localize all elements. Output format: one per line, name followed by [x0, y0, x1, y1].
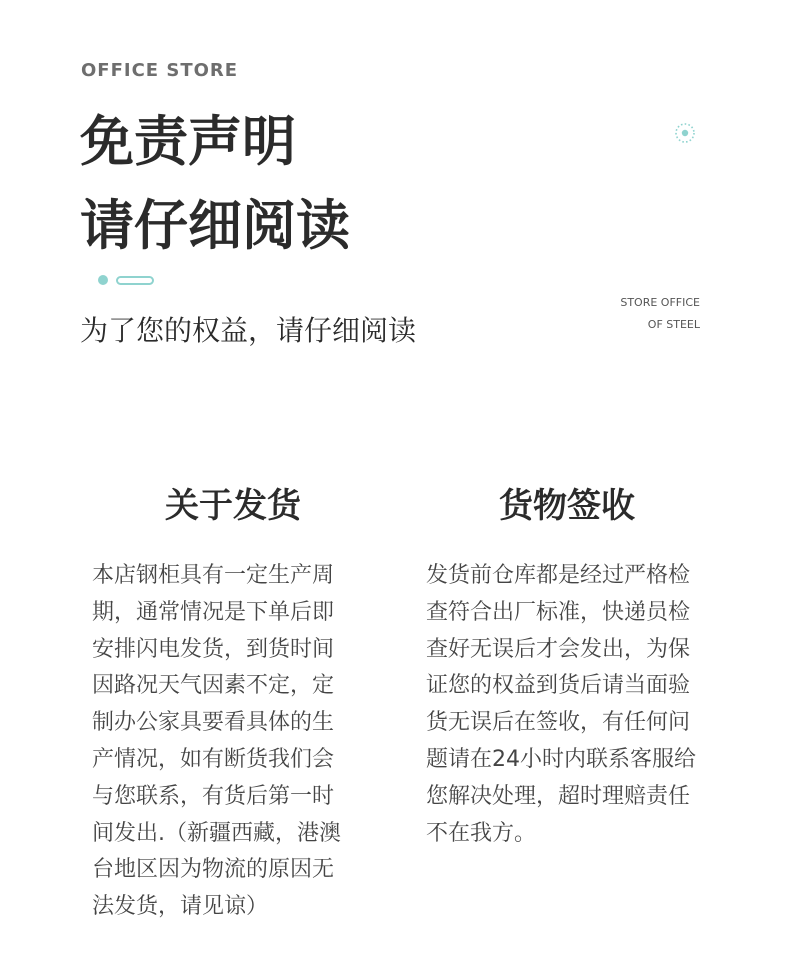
- side-note-line-2: OF STEEL: [647, 318, 700, 331]
- accent-pill: [116, 276, 154, 285]
- shipping-text-line: 产情况，如有断货我们会: [92, 746, 335, 772]
- receipt-text: [422, 558, 712, 852]
- receipt-section: [422, 480, 712, 852]
- receipt-heading: 货物签收: [499, 486, 635, 526]
- page-title-line-1: 免责声明: [80, 110, 296, 173]
- dotted-circle-icon: [674, 122, 696, 144]
- shipping-text-line: 本店钢柜具有一定生产周: [92, 563, 335, 588]
- receipt-text-line: 证您的权益到货后请当面验: [426, 673, 691, 699]
- shipping-text-line: 期，通常情况是下单后即: [92, 599, 335, 625]
- shipping-text: [88, 558, 378, 926]
- receipt-text-line: 发货前仓库都是经过严格检: [426, 563, 691, 588]
- receipt-text-line: 查好无误后才会发出，为保: [426, 636, 691, 662]
- receipt-text-line: 货无误后在签收，有任何问: [426, 710, 691, 736]
- receipt-text-line: 题请在24小时内联系客服给: [426, 746, 696, 772]
- shipping-text-line: 因路况天气因素不定，定: [92, 673, 335, 699]
- shipping-text-line: 制办公家具要看具体的生: [92, 710, 335, 736]
- shipping-text-line: 法发货，请见谅）: [92, 894, 269, 920]
- receipt-text-line: 不在我方。: [426, 820, 537, 846]
- shipping-heading: 关于发货: [165, 486, 301, 526]
- shipping-text-line: 与您联系，有货后第一时: [92, 783, 335, 809]
- shipping-text-line: 台地区因为物流的原因无: [92, 857, 335, 883]
- brand-logo-text: OFFICE STORE: [81, 60, 239, 81]
- receipt-text-line: 查符合出厂标准，快递员检: [426, 599, 691, 625]
- shipping-text-line: 安排闪电发货，到货时间: [92, 636, 335, 662]
- side-note: [620, 292, 700, 336]
- shipping-text-line: 间发出.（新疆西藏，港澳: [92, 820, 341, 846]
- shipping-section: [88, 480, 378, 926]
- receipt-text-line: 您解决处理，超时理赔责任: [426, 783, 691, 809]
- side-note-line-1: STORE OFFICE: [620, 296, 700, 309]
- accent-dot: [98, 275, 108, 285]
- page-subtitle: 为了您的权益，请仔细阅读: [80, 314, 417, 347]
- page-title-line-2: 请仔细阅读: [80, 194, 350, 257]
